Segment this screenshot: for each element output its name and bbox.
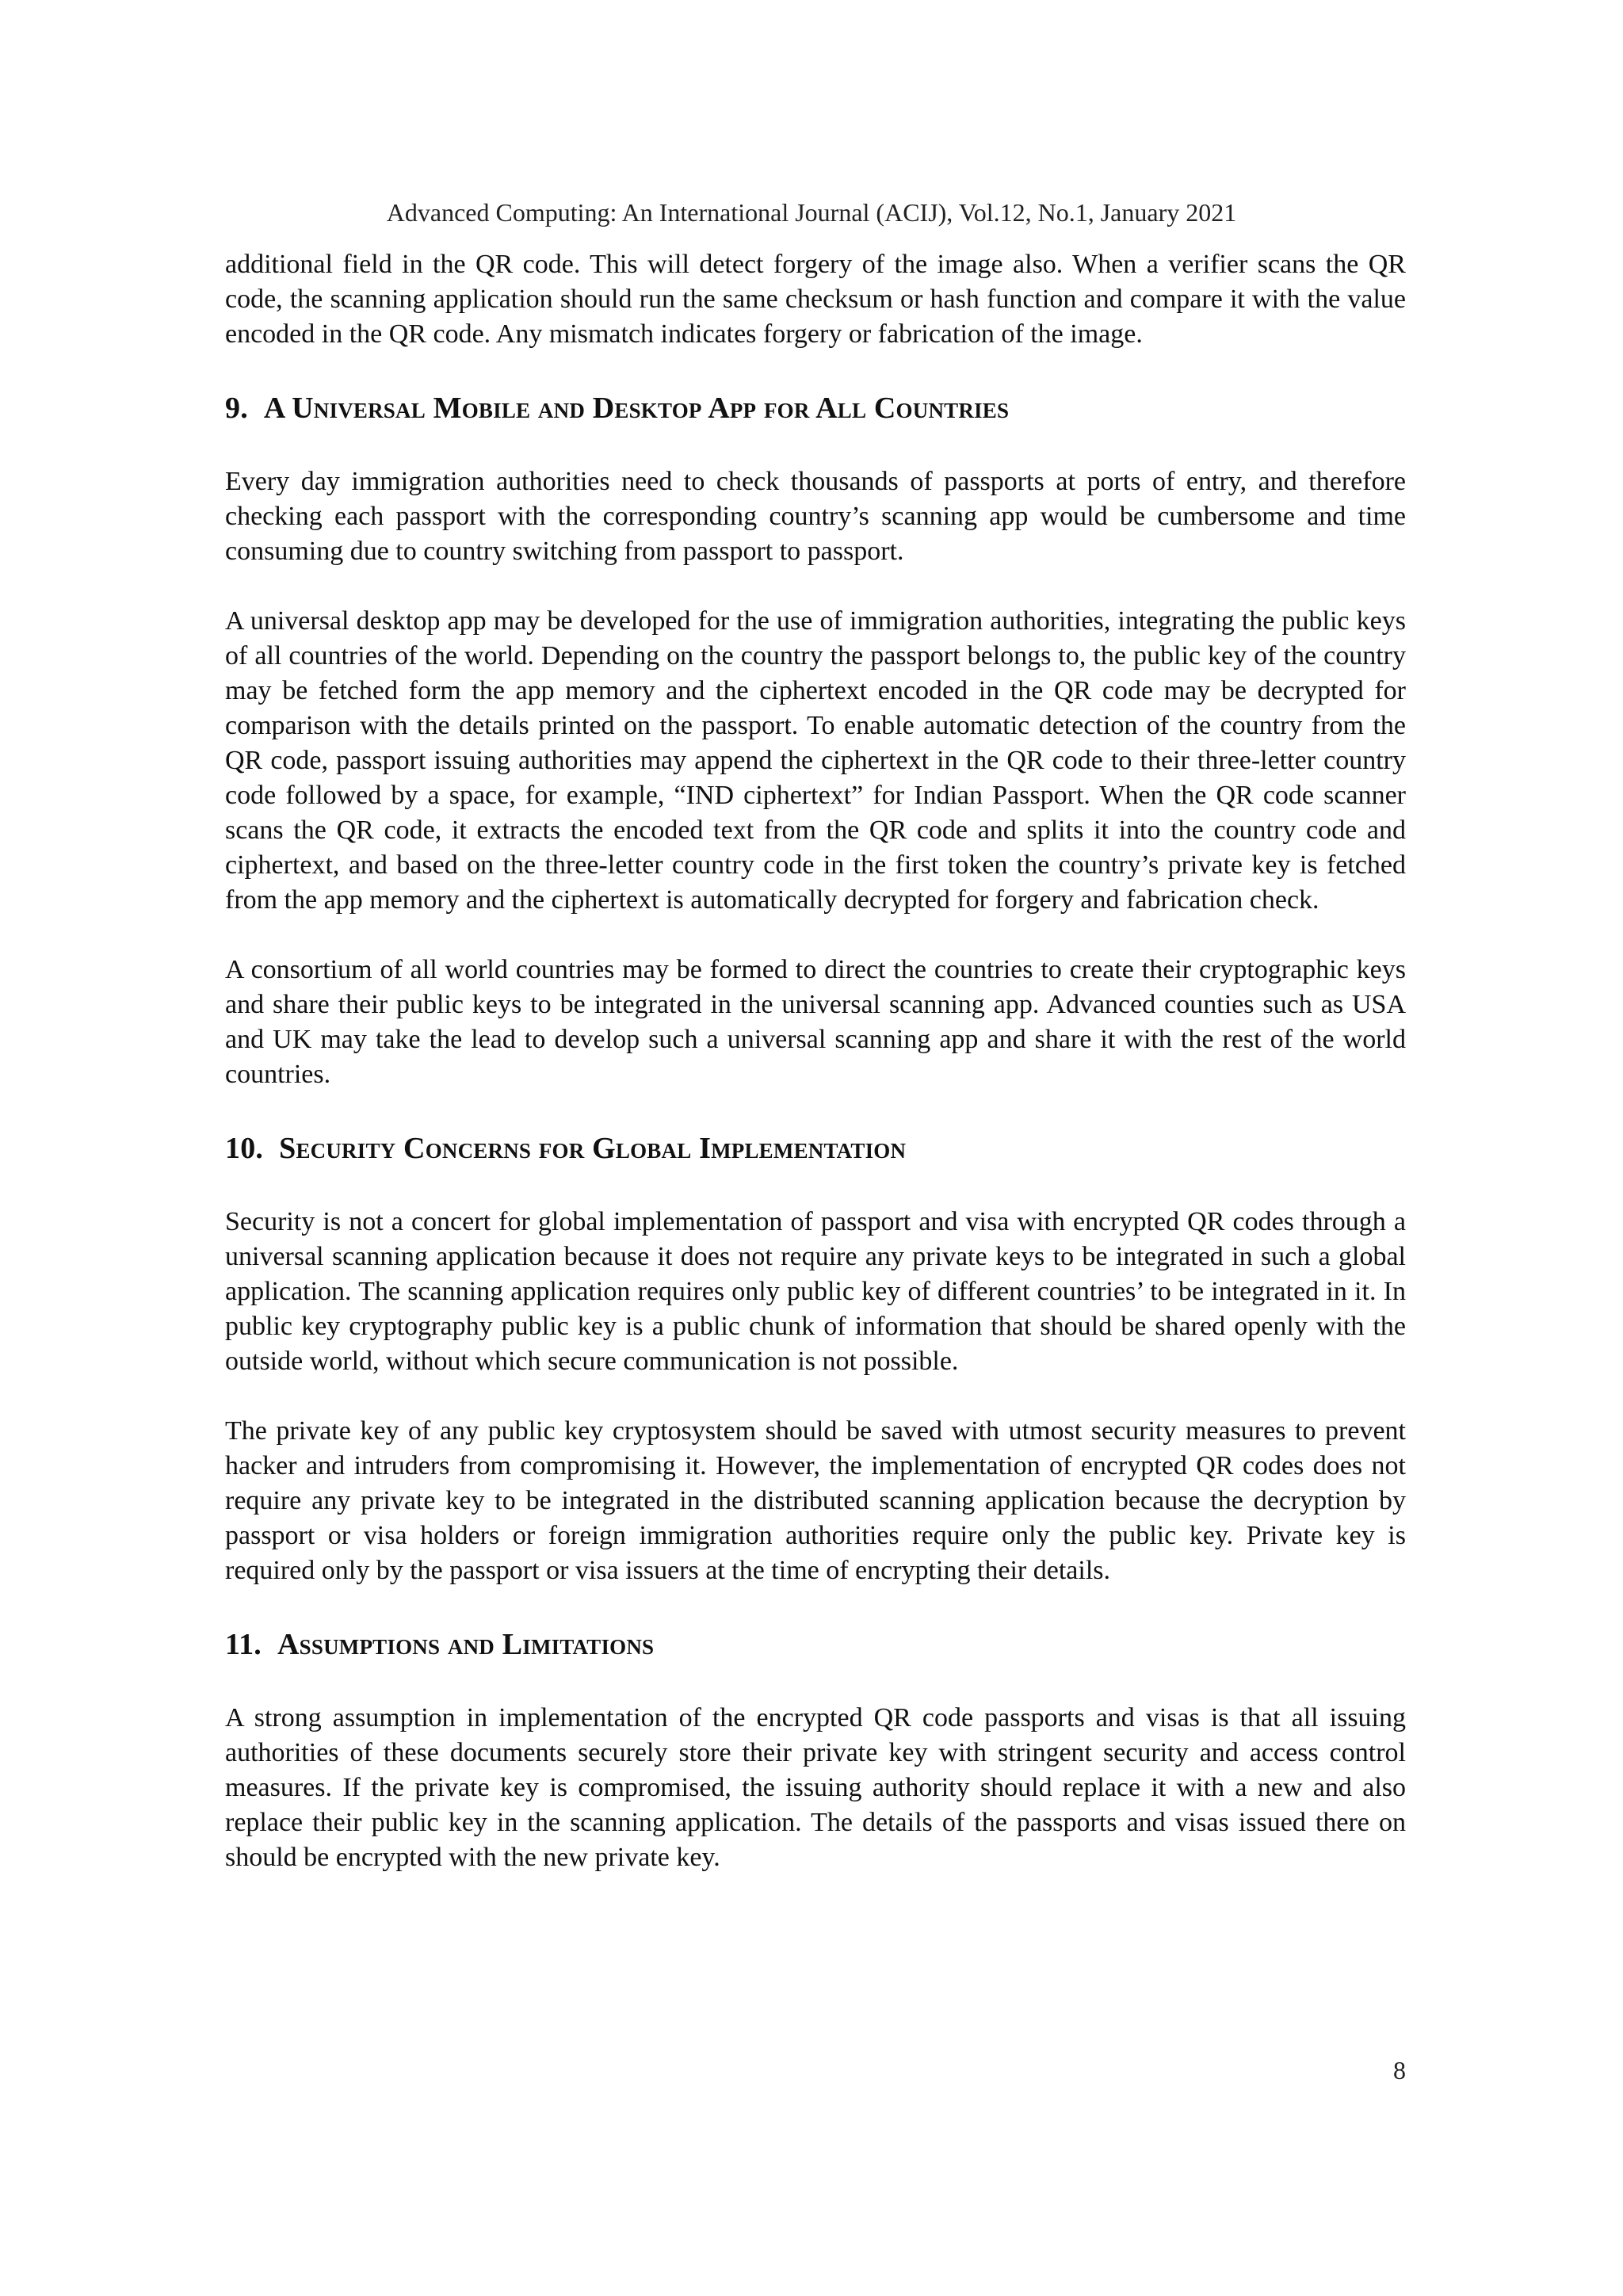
running-header: Advanced Computing: An International Journal (ACIJ), Vol.12, No.1, January 2021 (386, 198, 1237, 227)
section-heading-11 (225, 1623, 1406, 1666)
intro-paragraph: additional field in the QR code. This will detect forgery of the image also. When a verifier scans the QR code, the scanning application should run the same checksum or hash function and compare it with the value encoded in the QR code. Any mismatch indicates forgery or fabrication of the image. (225, 250, 1406, 349)
section-title-10: Security Concerns for Global Implementation (279, 1132, 907, 1165)
section-9-paragraph-3: A consortium of all world countries may be formed to direct the countries to create their cryptographic keys and share their public keys to be integrated in the universal scanning app. Advanced counties such as USA and UK may take the lead to develop such a universal scanning app and share it with the rest of the world countries. (225, 955, 1406, 1089)
section-9-paragraph-2: A universal desktop app may be developed for the use of immigration authorities, integrating the public keys of all countries of the world. Depending on the country the passport belongs to, the public key of the country may be fetched form the app memory and the ciphertext encoded in the QR code may be decrypted for comparison with the details printed on the passport. To enable automatic detection of the country from the QR code, passport issuing authorities may append the ciphertext in the QR code to their three-letter country code followed by a space, for example, “IND ciphertext” for Indian Passport. When the QR code scanner scans the QR code, it extracts the encoded text from the QR code and splits it into the country code and ciphertext, and based on the three-letter country code in the first token the country’s private key is fetched from the app memory and the ciphertext is automatically decrypted for forgery and fabrication check. (225, 606, 1406, 915)
section-heading-10 (225, 1127, 1406, 1170)
section-number-9: 9. (225, 392, 248, 425)
section-title-11: Assumptions and Limitations (277, 1628, 655, 1661)
section-title-9: A Universal Mobile and Desktop App for All Countries (263, 392, 1010, 425)
page-number: 8 (1393, 2056, 1406, 2084)
section-9-paragraph-1: Every day immigration authorities need to check thousands of passports at ports of entry, and therefore checking each passport with the corresponding country’s scanning app would be cumbersome and time consuming due to country switching from passport to passport. (225, 467, 1406, 566)
section-10-paragraph-1: Security is not a concert for global implementation of passport and visa with encrypted QR codes through a universal scanning application because it does not require any private keys to be integrated in such a global application. The scanning application requires only public key of different countries’ to be integrated in it. In public key cryptography public key is a public chunk of information that should be shared openly with the outside world, without which secure communication is not possible. (225, 1207, 1406, 1376)
section-number-10: 10. (225, 1132, 264, 1165)
section-11-paragraph-1: A strong assumption in implementation of the encrypted QR code passports and visas is that all issuing authorities of these documents securely store their private key with stringent security and access control measures. If the private key is compromised, the issuing authority should replace it with a new and also replace their public key in the scanning application. The details of the passports and visas issued there on should be encrypted with the new private key. (225, 1703, 1406, 1872)
section-number-11: 11. (225, 1628, 262, 1661)
page-body (225, 247, 1406, 1910)
section-heading-9 (225, 387, 1406, 430)
section-10-paragraph-2: The private key of any public key cryptosystem should be saved with utmost security measures to prevent hacker and intruders from compromising it. However, the implementation of encrypted QR codes does not require any private key to be integrated in the distributed scanning application because the decryption by passport or visa holders or foreign immigration authorities require only the public key. Private key is required only by the passport or visa issuers at the time of encrypting their details. (225, 1416, 1406, 1585)
